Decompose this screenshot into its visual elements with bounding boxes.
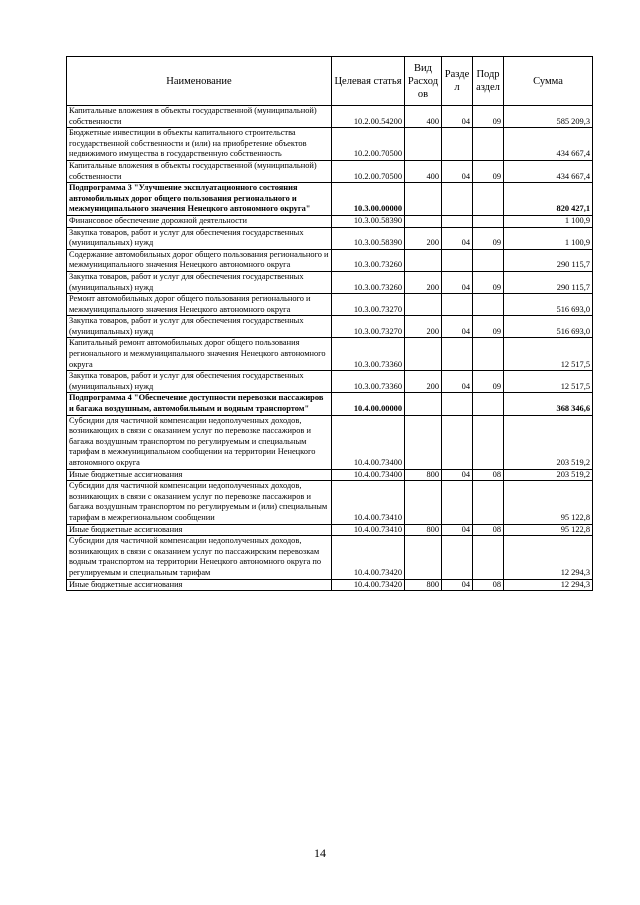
table-row xyxy=(67,106,593,128)
cell-expense-type xyxy=(405,415,442,469)
cell-target-code: 10.2.00.70500 xyxy=(332,160,405,182)
cell-name: Иные бюджетные ассигнования xyxy=(67,579,332,591)
table-row xyxy=(67,579,593,591)
cell-target-code: 10.3.00.58390 xyxy=(332,215,405,227)
cell-sum: 12 517,5 xyxy=(504,338,593,371)
table-row xyxy=(67,338,593,371)
cell-target-code: 10.4.00.73400 xyxy=(332,415,405,469)
cell-subsection: 09 xyxy=(473,271,504,293)
cell-target-code: 10.3.00.73260 xyxy=(332,249,405,271)
header-name: Наименование xyxy=(67,57,332,106)
cell-target-code: 10.4.00.73420 xyxy=(332,536,405,579)
cell-section xyxy=(442,128,473,161)
cell-subsection: 09 xyxy=(473,160,504,182)
cell-subsection xyxy=(473,393,504,415)
table-row xyxy=(67,316,593,338)
cell-name: Закупка товаров, работ и услуг для обеспечения государственных (муниципальных) нужд xyxy=(67,271,332,293)
cell-sum: 203 519,2 xyxy=(504,469,593,481)
cell-name: Капитальный ремонт автомобильных дорог общего пользования регионального и межмуниципального значения Ненецкого автономного округа xyxy=(67,338,332,371)
header-sum: Сумма xyxy=(504,57,593,106)
header-section: Разде л xyxy=(442,57,473,106)
cell-section xyxy=(442,393,473,415)
table-row xyxy=(67,536,593,579)
cell-section xyxy=(442,481,473,524)
cell-name: Содержание автомобильных дорог общего пользования регионального и межмуниципального значения Ненецкого автономного округа xyxy=(67,249,332,271)
cell-expense-type: 200 xyxy=(405,316,442,338)
cell-section xyxy=(442,294,473,316)
page-number: 14 xyxy=(314,846,326,860)
cell-expense-type xyxy=(405,128,442,161)
cell-expense-type xyxy=(405,481,442,524)
cell-section: 04 xyxy=(442,371,473,393)
table-body xyxy=(67,106,593,591)
cell-sum: 585 209,3 xyxy=(504,106,593,128)
cell-name: Закупка товаров, работ и услуг для обеспечения государственных (муниципальных) нужд xyxy=(67,316,332,338)
cell-sum: 95 122,8 xyxy=(504,481,593,524)
cell-sum: 1 100,9 xyxy=(504,215,593,227)
cell-sum: 290 115,7 xyxy=(504,249,593,271)
cell-section: 04 xyxy=(442,106,473,128)
cell-target-code: 10.3.00.73360 xyxy=(332,371,405,393)
cell-section xyxy=(442,215,473,227)
cell-target-code: 10.3.00.73270 xyxy=(332,294,405,316)
cell-target-code: 10.2.00.70500 xyxy=(332,128,405,161)
table-row xyxy=(67,393,593,415)
table-row xyxy=(67,481,593,524)
cell-sum: 1 100,9 xyxy=(504,227,593,249)
cell-section: 04 xyxy=(442,316,473,338)
cell-name: Подпрограмма 3 "Улучшение эксплуатационного состояния автомобильных дорог общего пользования регионального и межмуниципального значения Ненецкого автономного округа" xyxy=(67,183,332,216)
cell-target-code: 10.4.00.73400 xyxy=(332,469,405,481)
table-row xyxy=(67,415,593,469)
cell-expense-type: 800 xyxy=(405,579,442,591)
table-row xyxy=(67,524,593,536)
cell-name: Субсидии для частичной компенсации недополученных доходов, возникающих в связи с оказанием услуг по перевозке пассажиров и багажа воздушным транспортом по регулируемым и специальным тарифам в межмуниципальном сообщении на территории Ненецкого автономного округа xyxy=(67,415,332,469)
cell-sum: 95 122,8 xyxy=(504,524,593,536)
budget-table xyxy=(66,56,593,591)
cell-subsection xyxy=(473,481,504,524)
cell-sum: 820 427,1 xyxy=(504,183,593,216)
cell-sum: 516 693,0 xyxy=(504,294,593,316)
cell-section: 04 xyxy=(442,160,473,182)
cell-expense-type xyxy=(405,536,442,579)
cell-expense-type xyxy=(405,249,442,271)
cell-name: Иные бюджетные ассигнования xyxy=(67,524,332,536)
cell-name: Иные бюджетные ассигнования xyxy=(67,469,332,481)
cell-subsection xyxy=(473,183,504,216)
cell-name: Ремонт автомобильных дорог общего пользования регионального и межмуниципального значения Ненецкого автономного округа xyxy=(67,294,332,316)
cell-section: 04 xyxy=(442,271,473,293)
cell-section xyxy=(442,249,473,271)
cell-subsection: 08 xyxy=(473,579,504,591)
cell-subsection: 09 xyxy=(473,106,504,128)
cell-target-code: 10.2.00.54200 xyxy=(332,106,405,128)
cell-expense-type xyxy=(405,393,442,415)
header-subsection: Подр аздел xyxy=(473,57,504,106)
cell-name: Субсидии для частичной компенсации недополученных доходов, возникающих в связи с оказанием услуг по пассажирским перевозкам водным транспортом на территории Ненецкого автономного округа по регулируемым и специальным тарифам xyxy=(67,536,332,579)
cell-sum: 368 346,6 xyxy=(504,393,593,415)
cell-expense-type: 400 xyxy=(405,160,442,182)
cell-sum: 434 667,4 xyxy=(504,160,593,182)
table-row xyxy=(67,469,593,481)
table-row xyxy=(67,227,593,249)
cell-subsection: 08 xyxy=(473,524,504,536)
cell-target-code: 10.3.00.58390 xyxy=(332,227,405,249)
cell-sum: 203 519,2 xyxy=(504,415,593,469)
cell-sum: 290 115,7 xyxy=(504,271,593,293)
cell-subsection: 08 xyxy=(473,469,504,481)
cell-section xyxy=(442,183,473,216)
cell-section xyxy=(442,338,473,371)
cell-target-code: 10.4.00.00000 xyxy=(332,393,405,415)
header-target: Целевая статья xyxy=(332,57,405,106)
cell-sum: 12 294,3 xyxy=(504,536,593,579)
cell-target-code: 10.4.00.73410 xyxy=(332,481,405,524)
cell-expense-type: 200 xyxy=(405,371,442,393)
cell-subsection: 09 xyxy=(473,316,504,338)
cell-name: Подпрограмма 4 "Обеспечение доступности перевозки пассажиров и багажа воздушным, автомобильным и водным транспортом" xyxy=(67,393,332,415)
cell-subsection xyxy=(473,128,504,161)
cell-subsection xyxy=(473,338,504,371)
table-row xyxy=(67,183,593,216)
cell-expense-type xyxy=(405,294,442,316)
cell-target-code: 10.4.00.73410 xyxy=(332,524,405,536)
cell-name: Бюджетные инвестиции в объекты капитального строительства государственной собственности и (или) на приобретение объектов недвижимого имущества в государственную собственность xyxy=(67,128,332,161)
table-row xyxy=(67,294,593,316)
cell-section: 04 xyxy=(442,579,473,591)
cell-subsection xyxy=(473,249,504,271)
header-type: Вид Расход ов xyxy=(405,57,442,106)
cell-subsection xyxy=(473,294,504,316)
cell-section: 04 xyxy=(442,469,473,481)
cell-target-code: 10.3.00.00000 xyxy=(332,183,405,216)
cell-sum: 434 667,4 xyxy=(504,128,593,161)
cell-target-code: 10.4.00.73420 xyxy=(332,579,405,591)
cell-expense-type xyxy=(405,183,442,216)
cell-subsection xyxy=(473,215,504,227)
cell-section xyxy=(442,415,473,469)
cell-expense-type: 400 xyxy=(405,106,442,128)
table-row xyxy=(67,271,593,293)
table-header-row xyxy=(67,57,593,106)
table-row xyxy=(67,371,593,393)
table-row xyxy=(67,128,593,161)
cell-sum: 516 693,0 xyxy=(504,316,593,338)
cell-section: 04 xyxy=(442,227,473,249)
cell-target-code: 10.3.00.73360 xyxy=(332,338,405,371)
table-row xyxy=(67,160,593,182)
cell-subsection xyxy=(473,415,504,469)
cell-target-code: 10.3.00.73270 xyxy=(332,316,405,338)
cell-subsection xyxy=(473,536,504,579)
cell-name: Финансовое обеспечение дорожной деятельности xyxy=(67,215,332,227)
cell-name: Закупка товаров, работ и услуг для обеспечения государственных (муниципальных) нужд xyxy=(67,227,332,249)
table-row xyxy=(67,215,593,227)
cell-section xyxy=(442,536,473,579)
cell-expense-type: 800 xyxy=(405,469,442,481)
cell-expense-type xyxy=(405,215,442,227)
cell-sum: 12 517,5 xyxy=(504,371,593,393)
cell-name: Закупка товаров, работ и услуг для обеспечения государственных (муниципальных) нужд xyxy=(67,371,332,393)
cell-expense-type: 200 xyxy=(405,227,442,249)
cell-expense-type: 200 xyxy=(405,271,442,293)
cell-expense-type: 800 xyxy=(405,524,442,536)
cell-subsection: 09 xyxy=(473,227,504,249)
cell-name: Субсидии для частичной компенсации недополученных доходов, возникающих в связи с оказанием услуг по перевозке пассажиров и багажа воздушным транспортом по регулируемым и (или) специальным тарифам в межрегиональном сообщении xyxy=(67,481,332,524)
cell-section: 04 xyxy=(442,524,473,536)
cell-name: Капитальные вложения в объекты государственной (муниципальной) собственности xyxy=(67,160,332,182)
cell-sum: 12 294,3 xyxy=(504,579,593,591)
cell-subsection: 09 xyxy=(473,371,504,393)
cell-name: Капитальные вложения в объекты государственной (муниципальной) собственности xyxy=(67,106,332,128)
table-row xyxy=(67,249,593,271)
cell-target-code: 10.3.00.73260 xyxy=(332,271,405,293)
cell-expense-type xyxy=(405,338,442,371)
